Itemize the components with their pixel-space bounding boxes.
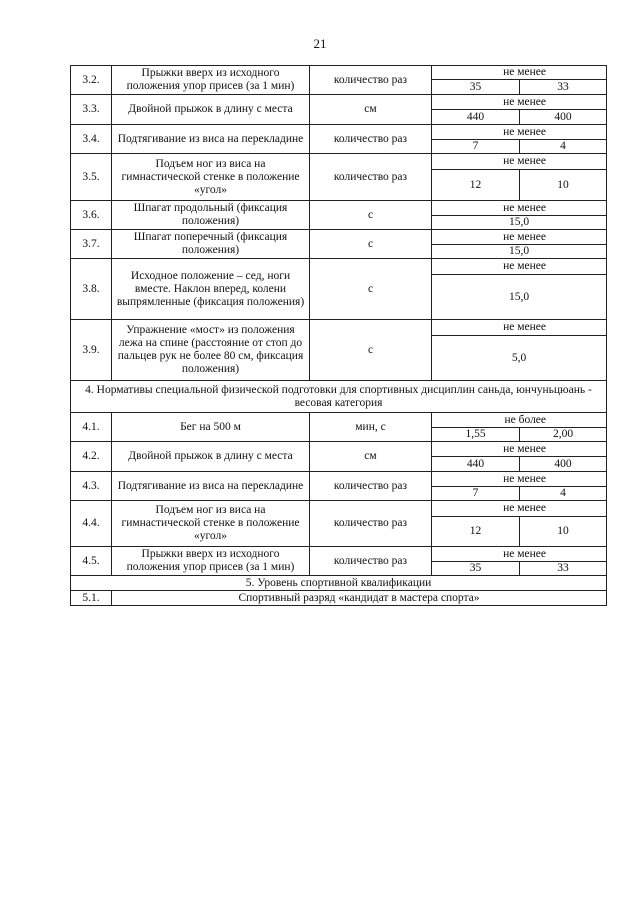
- row-number: 3.9.: [71, 320, 112, 381]
- exercise-name: Подъем ног из виса на гимнастической стенке в положение «угол»: [112, 501, 310, 547]
- table-row: [71, 442, 607, 457]
- table-row: [71, 201, 607, 216]
- qualifier-cell: не менее: [432, 472, 607, 487]
- table-row: [71, 413, 607, 428]
- row-number: 3.4.: [71, 125, 112, 154]
- qualifier-cell: не менее: [432, 442, 607, 457]
- value-cell: 440: [432, 110, 520, 125]
- value-cell: 4: [520, 140, 607, 154]
- row-number: 3.6.: [71, 201, 112, 230]
- qualifier-cell: не менее: [432, 230, 607, 245]
- unit-cell: с: [310, 230, 432, 259]
- exercise-name: Подтягивание из виса на перекладине: [112, 472, 310, 501]
- qualifier-cell: не менее: [432, 259, 607, 275]
- exercise-name: Двойной прыжок в длину с места: [112, 95, 310, 125]
- value-cell: 12: [432, 517, 520, 547]
- value-cell: 1,55: [432, 428, 520, 442]
- row-number: 4.4.: [71, 501, 112, 547]
- table-row: [71, 501, 607, 517]
- unit-cell: количество раз: [310, 66, 432, 95]
- unit-cell: см: [310, 95, 432, 125]
- table-row: [71, 125, 607, 140]
- value-cell: 400: [520, 110, 607, 125]
- exercise-name: Шпагат продольный (фиксация положения): [112, 201, 310, 230]
- value-cell: 15,0: [432, 275, 607, 320]
- exercise-name: Прыжки вверх из исходного положения упор присев (за 1 мин): [112, 547, 310, 576]
- value-cell: 400: [520, 457, 607, 472]
- row-number: 5.1.: [71, 591, 112, 606]
- qualification-text: Спортивный разряд «кандидат в мастера спорта»: [112, 591, 607, 606]
- qualifier-cell: не менее: [432, 501, 607, 517]
- section-title: 5. Уровень спортивной квалификации: [71, 576, 607, 591]
- value-cell: 440: [432, 457, 520, 472]
- unit-cell: с: [310, 320, 432, 381]
- table-row: [71, 230, 607, 245]
- qualifier-cell: не менее: [432, 66, 607, 80]
- qualifier-cell: не более: [432, 413, 607, 428]
- table-row: [71, 547, 607, 562]
- value-cell: 10: [520, 170, 607, 201]
- exercise-name: Бег на 500 м: [112, 413, 310, 442]
- row-number: 3.8.: [71, 259, 112, 320]
- value-cell: 33: [520, 80, 607, 95]
- row-number: 4.5.: [71, 547, 112, 576]
- table-row: [71, 95, 607, 110]
- unit-cell: с: [310, 259, 432, 320]
- row-number: 4.1.: [71, 413, 112, 442]
- exercise-name: Упражнение «мост» из положения лежа на спине (расстояние от стоп до пальцев рук не более 80 см, фиксация положения): [112, 320, 310, 381]
- value-cell: 2,00: [520, 428, 607, 442]
- table-row: [71, 66, 607, 80]
- exercise-name: Исходное положение – сед, ноги вместе. Наклон вперед, колени выпрямленные (фиксация положения): [112, 259, 310, 320]
- value-cell: 33: [520, 562, 607, 576]
- row-number: 3.5.: [71, 154, 112, 201]
- value-cell: 5,0: [432, 336, 607, 381]
- exercise-name: Шпагат поперечный (фиксация положения): [112, 230, 310, 259]
- table-row: [71, 154, 607, 170]
- value-cell: 4: [520, 487, 607, 501]
- qualifier-cell: не менее: [432, 201, 607, 216]
- unit-cell: с: [310, 201, 432, 230]
- unit-cell: см: [310, 442, 432, 472]
- row-number: 3.3.: [71, 95, 112, 125]
- value-cell: 12: [432, 170, 520, 201]
- table-row: [71, 259, 607, 275]
- qualifier-cell: не менее: [432, 547, 607, 562]
- value-cell: 15,0: [432, 245, 607, 259]
- qualifier-cell: не менее: [432, 154, 607, 170]
- unit-cell: мин, с: [310, 413, 432, 442]
- unit-cell: количество раз: [310, 501, 432, 547]
- qualifier-cell: не менее: [432, 125, 607, 140]
- unit-cell: количество раз: [310, 547, 432, 576]
- section-header-row: [71, 576, 607, 591]
- qualifier-cell: не менее: [432, 95, 607, 110]
- table-row: [71, 591, 607, 606]
- exercise-name: Подъем ног из виса на гимнастической стенке в положение «угол»: [112, 154, 310, 201]
- value-cell: 15,0: [432, 216, 607, 230]
- table-row: [71, 320, 607, 336]
- section-title: 4. Нормативы специальной физической подготовки для спортивных дисциплин саньда, юнчуньцюань - весовая категория: [71, 381, 607, 413]
- unit-cell: количество раз: [310, 472, 432, 501]
- value-cell: 35: [432, 562, 520, 576]
- qualifier-cell: не менее: [432, 320, 607, 336]
- norms-table: [70, 65, 607, 606]
- value-cell: 35: [432, 80, 520, 95]
- unit-cell: количество раз: [310, 154, 432, 201]
- section-header-row: [71, 381, 607, 413]
- value-cell: 10: [520, 517, 607, 547]
- row-number: 3.7.: [71, 230, 112, 259]
- unit-cell: количество раз: [310, 125, 432, 154]
- row-number: 3.2.: [71, 66, 112, 95]
- row-number: 4.3.: [71, 472, 112, 501]
- value-cell: 7: [432, 140, 520, 154]
- table-row: [71, 472, 607, 487]
- exercise-name: Прыжки вверх из исходного положения упор присев (за 1 мин): [112, 66, 310, 95]
- value-cell: 7: [432, 487, 520, 501]
- row-number: 4.2.: [71, 442, 112, 472]
- exercise-name: Подтягивание из виса на перекладине: [112, 125, 310, 154]
- exercise-name: Двойной прыжок в длину с места: [112, 442, 310, 472]
- page-number: 21: [313, 36, 327, 51]
